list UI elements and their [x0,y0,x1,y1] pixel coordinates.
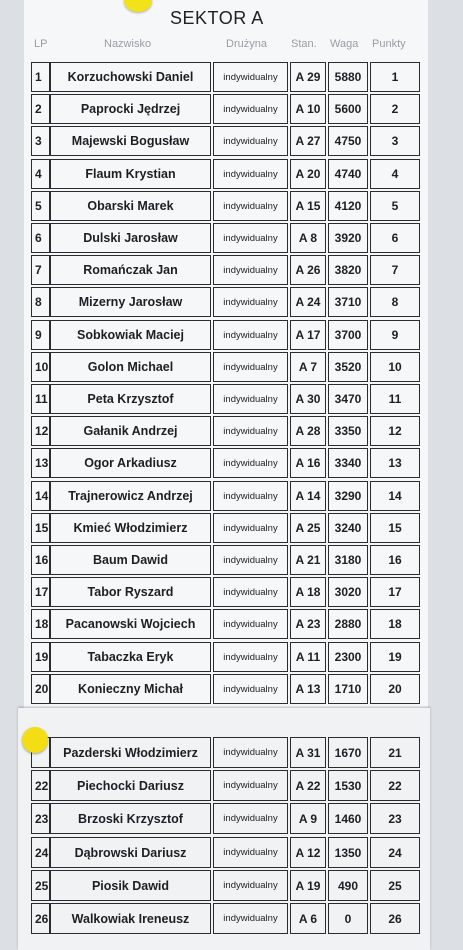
cell-name: Tabaczka Eryk [50,642,211,672]
cell-weight: 3700 [328,320,368,350]
cell-lp: 4 [31,159,50,189]
cell-team: indywidualny [213,126,288,156]
cell-lp: 8 [31,287,50,317]
cell-points: 19 [370,642,420,672]
cell-name: Tabor Ryszard [50,577,211,607]
cell-points: 21 [370,737,420,768]
cell-team: indywidualny [213,223,288,253]
cell-team: indywidualny [213,416,288,446]
cell-team: indywidualny [213,770,288,801]
header-team: Drużyna [226,38,267,50]
cell-station: A 6 [290,903,326,934]
cell-station: A 7 [290,352,326,382]
cell-station: A 22 [290,770,326,801]
cell-name: Majewski Bogusław [50,126,211,156]
cell-points: 14 [370,481,420,511]
cell-lp: 17 [31,577,50,607]
cell-name: Konieczny Michał [50,674,211,704]
cell-weight: 3020 [328,577,368,607]
cell-team: indywidualny [213,94,288,124]
cell-lp: 22 [31,770,50,801]
cell-name: Piosik Dawid [50,870,211,901]
cell-points: 17 [370,577,420,607]
cell-name: Mizerny Jarosław [50,287,211,317]
cell-points: 2 [370,94,420,124]
cell-weight: 3240 [328,513,368,543]
cell-weight: 4120 [328,191,368,221]
header-lp: LP [34,38,48,50]
header-station: Stan. [291,38,317,50]
cell-station: A 18 [290,577,326,607]
cell-points: 25 [370,870,420,901]
cell-name: Walkowiak Ireneusz [50,903,211,934]
cell-lp: 11 [31,384,50,414]
cell-name: Brzoski Krzysztof [50,803,211,834]
cell-team: indywidualny [213,737,288,768]
cell-name: Kmieć Włodzimierz [50,513,211,543]
cell-points: 15 [370,513,420,543]
cell-team: indywidualny [213,642,288,672]
cell-lp: 5 [31,191,50,221]
cell-station: A 9 [290,803,326,834]
cell-team: indywidualny [213,481,288,511]
cell-name: Peta Krzysztof [50,384,211,414]
cell-points: 7 [370,255,420,285]
cell-lp: 18 [31,609,50,639]
cell-station: A 28 [290,416,326,446]
cell-team: indywidualny [213,255,288,285]
cell-weight: 2880 [328,609,368,639]
cell-station: A 21 [290,545,326,575]
cell-points: 3 [370,126,420,156]
cell-weight: 5600 [328,94,368,124]
cell-points: 5 [370,191,420,221]
cell-team: indywidualny [213,545,288,575]
header-name: Nazwisko [104,38,152,50]
cell-station: A 17 [290,320,326,350]
cell-station: A 30 [290,384,326,414]
cell-team: indywidualny [213,674,288,704]
cell-team: indywidualny [213,837,288,868]
cell-station: A 24 [290,287,326,317]
cell-weight: 3350 [328,416,368,446]
cell-lp: 26 [31,903,50,934]
cell-weight: 1530 [328,770,368,801]
cell-name: Sobkowiak Maciej [50,320,211,350]
cell-station: A 31 [290,737,326,768]
cell-points: 1 [370,62,420,92]
cell-lp: 7 [31,255,50,285]
header-weight: Waga [330,38,359,50]
cell-points: 4 [370,159,420,189]
cell-team: indywidualny [213,320,288,350]
cell-station: A 12 [290,837,326,868]
cell-name: Romańczak Jan [50,255,211,285]
cell-team: indywidualny [213,870,288,901]
cell-points: 16 [370,545,420,575]
cell-station: A 23 [290,609,326,639]
cell-points: 23 [370,803,420,834]
cell-name: Obarski Marek [50,191,211,221]
cell-team: indywidualny [213,448,288,478]
cell-name: Gałanik Andrzej [50,416,211,446]
cell-lp: 24 [31,837,50,868]
cell-lp: 14 [31,481,50,511]
cell-points: 10 [370,352,420,382]
cell-team: indywidualny [213,513,288,543]
cell-points: 9 [370,320,420,350]
cell-weight: 3710 [328,287,368,317]
cell-lp: 1 [31,62,50,92]
cell-station: A 25 [290,513,326,543]
cell-weight: 3920 [328,223,368,253]
cell-station: A 16 [290,448,326,478]
cell-weight: 1710 [328,674,368,704]
cell-lp: 23 [31,803,50,834]
cell-weight: 3820 [328,255,368,285]
cell-team: indywidualny [213,609,288,639]
cell-team: indywidualny [213,191,288,221]
cell-station: A 13 [290,674,326,704]
cell-station: A 11 [290,642,326,672]
cell-team: indywidualny [213,903,288,934]
cell-weight: 1460 [328,803,368,834]
cell-name: Korzuchowski Daniel [50,62,211,92]
header-points: Punkty [372,38,406,50]
cell-lp: 15 [31,513,50,543]
cell-station: A 15 [290,191,326,221]
cell-team: indywidualny [213,287,288,317]
cell-lp: 9 [31,320,50,350]
cell-weight: 2300 [328,642,368,672]
cell-station: A 14 [290,481,326,511]
cell-points: 24 [370,837,420,868]
cell-lp: 19 [31,642,50,672]
cell-weight: 3290 [328,481,368,511]
cell-team: indywidualny [213,577,288,607]
cell-weight: 1350 [328,837,368,868]
cell-weight: 3340 [328,448,368,478]
cell-lp: 6 [31,223,50,253]
cell-points: 11 [370,384,420,414]
cell-station: A 26 [290,255,326,285]
cell-name: Trajnerowicz Andrzej [50,481,211,511]
cell-weight: 4750 [328,126,368,156]
cell-team: indywidualny [213,803,288,834]
cell-points: 18 [370,609,420,639]
cell-points: 20 [370,674,420,704]
cell-lp: 2 [31,94,50,124]
cell-name: Pazderski Włodzimierz [50,737,211,768]
cell-name: Dąbrowski Dariusz [50,837,211,868]
cell-station: A 10 [290,94,326,124]
cell-weight: 3520 [328,352,368,382]
cell-lp: 3 [31,126,50,156]
cell-points: 12 [370,416,420,446]
cell-lp: 13 [31,448,50,478]
cell-station: A 29 [290,62,326,92]
cell-name: Piechocki Dariusz [50,770,211,801]
cell-weight: 0 [328,903,368,934]
cell-points: 22 [370,770,420,801]
cell-lp: 12 [31,416,50,446]
cell-weight: 3180 [328,545,368,575]
cell-team: indywidualny [213,384,288,414]
cell-team: indywidualny [213,352,288,382]
cell-points: 26 [370,903,420,934]
cell-station: A 20 [290,159,326,189]
cell-lp: 10 [31,352,50,382]
cell-weight: 4740 [328,159,368,189]
cell-station: A 19 [290,870,326,901]
cell-lp: 20 [31,674,50,704]
cell-name: Paprocki Jędrzej [50,94,211,124]
cell-points: 6 [370,223,420,253]
cell-team: indywidualny [213,159,288,189]
cell-team: indywidualny [213,62,288,92]
cell-lp: 25 [31,870,50,901]
cell-name: Golon Michael [50,352,211,382]
cell-points: 8 [370,287,420,317]
cell-station: A 8 [290,223,326,253]
sector-title: SEKTOR A [170,8,264,28]
pushpin-icon [22,727,48,753]
cell-weight: 3470 [328,384,368,414]
cell-name: Flaum Krystian [50,159,211,189]
cell-name: Dulski Jarosław [50,223,211,253]
cell-name: Ogor Arkadiusz [50,448,211,478]
cell-points: 13 [370,448,420,478]
cell-weight: 1670 [328,737,368,768]
cell-name: Baum Dawid [50,545,211,575]
cell-weight: 5880 [328,62,368,92]
cell-name: Pacanowski Wojciech [50,609,211,639]
cell-station: A 27 [290,126,326,156]
cell-weight: 490 [328,870,368,901]
cell-lp: 16 [31,545,50,575]
